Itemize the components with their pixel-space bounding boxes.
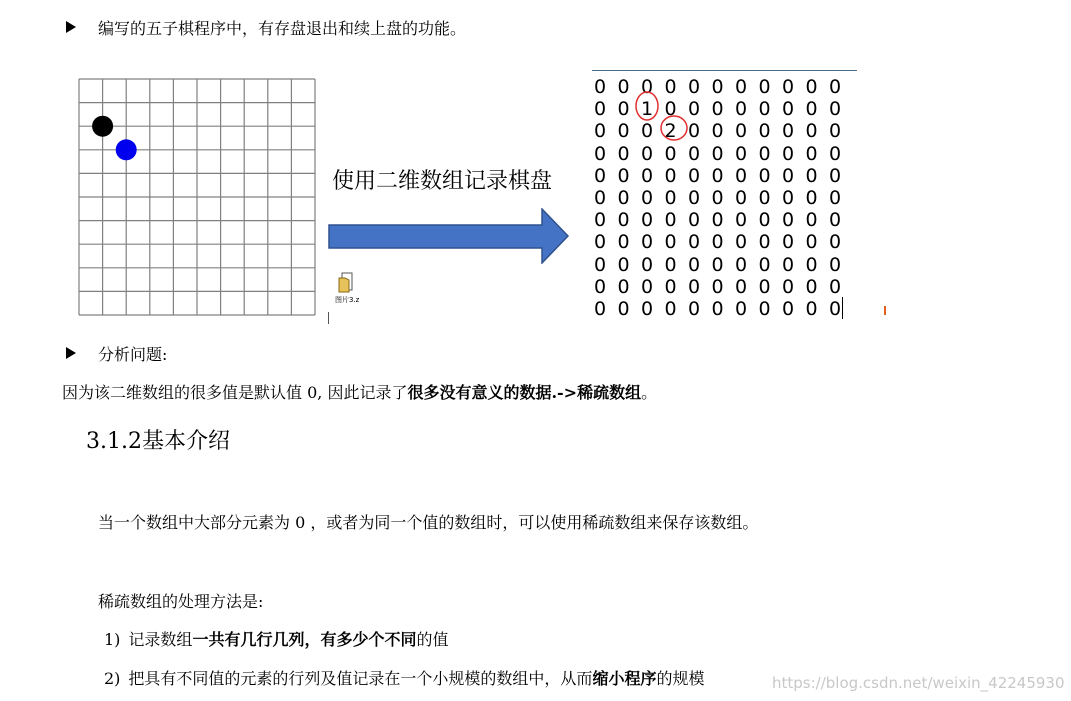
matrix-cell: 0 <box>594 120 607 143</box>
matrix-cell: 0 <box>688 76 701 98</box>
matrix-cell: 0 <box>594 209 607 232</box>
arrow-label: 使用二维数组记录棋盘 <box>332 169 553 194</box>
matrix-cell: 0 <box>711 253 724 276</box>
matrix-cell: 0 <box>758 120 771 143</box>
matrix-cell: 0 <box>664 253 677 276</box>
matrix-cell: 0 <box>711 186 724 209</box>
matrix-cell: 0 <box>735 275 748 298</box>
method-title: 稀疏数组的处理方法是: <box>98 592 264 611</box>
matrix-cell: 0 <box>782 76 795 98</box>
matrix-cell: 0 <box>688 253 701 276</box>
highlight-circles <box>622 88 742 148</box>
bullet-text-analysis: 分析问题: <box>98 345 168 364</box>
item2-bold: 缩小程序 <box>592 669 657 688</box>
matrix-cell: 0 <box>711 275 724 298</box>
matrix-cell: 0 <box>641 275 654 298</box>
analysis-text-1: 因为该二维数组的很多值是默认值 0, 因此记录了 <box>62 383 408 402</box>
matrix-cell: 0 <box>594 231 607 254</box>
right-arrow-shape <box>329 209 568 263</box>
matrix-cell: 0 <box>641 231 654 254</box>
matrix-cell: 0 <box>617 186 630 209</box>
matrix-cell: 0 <box>641 76 654 98</box>
matrix-cell: 0 <box>758 98 771 121</box>
matrix-cell: 0 <box>617 253 630 276</box>
matrix-cell: 0 <box>711 76 724 98</box>
circle-value-2 <box>661 116 687 143</box>
matrix-cell: 0 <box>735 231 748 254</box>
matrix-row <box>594 231 853 253</box>
matrix-cell: 0 <box>641 186 654 209</box>
circle-value-1 <box>636 92 658 120</box>
matrix-cell: 0 <box>617 275 630 298</box>
matrix-row <box>594 276 853 298</box>
matrix-cell: 0 <box>594 142 607 165</box>
matrix-cell: 1 <box>641 98 654 121</box>
matrix-cell: 0 <box>805 253 818 276</box>
list-number-2: 2) <box>104 669 121 688</box>
matrix-row <box>594 209 853 231</box>
matrix-cell: 0 <box>735 120 748 143</box>
matrix-cell: 0 <box>664 186 677 209</box>
text-cursor <box>842 297 843 319</box>
matrix-cell: 0 <box>641 253 654 276</box>
matrix-cell: 0 <box>641 164 654 187</box>
matrix-cell: 0 <box>617 164 630 187</box>
black-stone <box>92 116 113 137</box>
matrix-cell: 0 <box>805 98 818 121</box>
blue-stone <box>116 139 137 160</box>
matrix-cell: 0 <box>782 142 795 165</box>
matrix-cell: 0 <box>617 120 630 143</box>
matrix-cell: 0 <box>617 209 630 232</box>
matrix-cell: 0 <box>805 209 818 232</box>
matrix-cell: 0 <box>758 297 771 320</box>
matrix-cell: 0 <box>664 98 677 121</box>
matrix-cell: 0 <box>664 275 677 298</box>
item2-text-1: 把具有不同值的元素的行列及值记录在一个小规模的数组中，从而 <box>128 669 593 688</box>
matrix-cell: 0 <box>735 142 748 165</box>
matrix-cell: 0 <box>758 275 771 298</box>
item1-text-1: 记录数组 <box>128 630 193 649</box>
matrix-cell: 0 <box>594 253 607 276</box>
matrix-cell: 0 <box>805 275 818 298</box>
matrix-cell: 0 <box>641 297 654 320</box>
item1-bold: 一共有几行几列，有多少个不同 <box>192 630 417 649</box>
matrix-cell: 0 <box>782 209 795 232</box>
matrix-cell: 0 <box>664 209 677 232</box>
bullet-arrow-icon-analysis <box>66 347 76 359</box>
matrix-cell: 0 <box>711 231 724 254</box>
matrix-cell: 0 <box>805 76 818 98</box>
matrix-cell: 0 <box>594 186 607 209</box>
matrix-cell: 0 <box>711 142 724 165</box>
matrix-cell: 0 <box>829 142 842 165</box>
matrix-cell: 0 <box>829 76 842 98</box>
matrix-cell: 0 <box>829 253 842 276</box>
matrix-cell: 0 <box>617 142 630 165</box>
matrix-cell: 0 <box>711 297 724 320</box>
matrix-cell: 0 <box>805 186 818 209</box>
divider-tick <box>328 312 329 324</box>
matrix-cell: 0 <box>782 164 795 187</box>
matrix-cell: 0 <box>617 76 630 98</box>
matrix-top-border <box>592 70 857 71</box>
matrix-cell: 0 <box>782 297 795 320</box>
matrix-cell: 0 <box>829 297 842 320</box>
bullet-arrow-icon <box>66 21 76 33</box>
matrix-cell: 0 <box>829 231 842 254</box>
watermark: https://blog.csdn.net/weixin_42245930 <box>772 674 1065 692</box>
matrix-cell: 0 <box>664 297 677 320</box>
matrix-cell: 0 <box>664 164 677 187</box>
analysis-text-3: 。 <box>641 383 658 402</box>
file-icon <box>336 272 360 294</box>
matrix-cell: 0 <box>735 297 748 320</box>
matrix-cell: 0 <box>617 98 630 121</box>
matrix-cell: 0 <box>829 98 842 121</box>
matrix-cell: 0 <box>711 98 724 121</box>
matrix-cell: 0 <box>617 297 630 320</box>
matrix-cell: 0 <box>829 209 842 232</box>
matrix-cell: 0 <box>664 231 677 254</box>
matrix-cell: 0 <box>688 186 701 209</box>
matrix-cell: 0 <box>664 142 677 165</box>
matrix-row <box>594 187 853 209</box>
matrix-cell: 0 <box>829 275 842 298</box>
analysis-text-2: .-> <box>551 383 578 402</box>
matrix-cell: 0 <box>711 164 724 187</box>
file-icon-caption: 图片3.z <box>335 296 360 304</box>
matrix-cell: 0 <box>711 120 724 143</box>
matrix-cell: 0 <box>735 76 748 98</box>
matrix-cell: 0 <box>805 231 818 254</box>
matrix-cell: 0 <box>594 275 607 298</box>
gomoku-board <box>78 78 316 316</box>
matrix-cell: 0 <box>805 120 818 143</box>
matrix-cell: 0 <box>641 120 654 143</box>
matrix-cell: 0 <box>641 209 654 232</box>
analysis-bold-2: 稀疏数组 <box>577 383 642 402</box>
matrix-cell: 0 <box>805 142 818 165</box>
intro-paragraph: 当一个数组中大部分元素为 0 ，或者为同一个值的数组时，可以使用稀疏数组来保存该数组。 <box>98 513 759 532</box>
section-heading: 3.1.2基本介绍 <box>86 429 230 454</box>
matrix-cell: 0 <box>594 76 607 98</box>
matrix-cell: 0 <box>782 98 795 121</box>
matrix-cell: 0 <box>758 209 771 232</box>
matrix-cell: 0 <box>829 164 842 187</box>
matrix-cell: 0 <box>688 98 701 121</box>
bullet-text-top: 编写的五子棋程序中，有存盘退出和续上盘的功能。 <box>98 19 467 38</box>
list-item-2 <box>104 666 704 689</box>
matrix-cell: 0 <box>688 297 701 320</box>
matrix-cell: 0 <box>735 186 748 209</box>
matrix-cell: 0 <box>735 253 748 276</box>
analysis-line <box>62 380 657 403</box>
matrix-cell: 0 <box>688 164 701 187</box>
matrix-cell: 0 <box>594 164 607 187</box>
matrix-cell: 0 <box>758 253 771 276</box>
matrix-cell: 0 <box>735 164 748 187</box>
matrix-cell: 0 <box>758 164 771 187</box>
matrix-cell: 0 <box>782 275 795 298</box>
matrix-cell: 0 <box>688 231 701 254</box>
matrix-row <box>594 254 853 276</box>
matrix-cell: 0 <box>758 186 771 209</box>
matrix-cell: 0 <box>688 209 701 232</box>
matrix-cell: 0 <box>594 297 607 320</box>
matrix-cell: 0 <box>664 76 677 98</box>
list-number-1: 1) <box>104 630 121 649</box>
matrix-cell: 0 <box>829 120 842 143</box>
matrix-cell: 2 <box>664 120 677 143</box>
matrix-row <box>594 165 853 187</box>
matrix-cell: 0 <box>782 120 795 143</box>
matrix-cell: 0 <box>782 253 795 276</box>
matrix-cell: 0 <box>758 76 771 98</box>
matrix-cell: 0 <box>688 120 701 143</box>
matrix-cell: 0 <box>711 209 724 232</box>
red-mark <box>884 306 886 315</box>
matrix-row <box>594 298 853 320</box>
matrix-cell: 0 <box>735 98 748 121</box>
matrix-cell: 0 <box>688 142 701 165</box>
matrix-cell: 0 <box>829 186 842 209</box>
matrix-cell: 0 <box>735 209 748 232</box>
matrix-cell: 0 <box>758 142 771 165</box>
list-item-1 <box>104 627 448 650</box>
matrix-cell: 0 <box>641 142 654 165</box>
matrix-cell: 0 <box>758 231 771 254</box>
matrix-cell: 0 <box>782 186 795 209</box>
matrix-cell: 0 <box>617 231 630 254</box>
matrix-cell: 0 <box>782 231 795 254</box>
matrix-cell: 0 <box>805 164 818 187</box>
matrix-cell: 0 <box>594 98 607 121</box>
matrix-cell: 0 <box>688 275 701 298</box>
item2-text-2: 的规模 <box>656 669 705 688</box>
right-arrow-icon <box>328 208 570 264</box>
analysis-bold-1: 很多没有意义的数据 <box>407 383 552 402</box>
item1-text-2: 的值 <box>416 630 449 649</box>
matrix-cell: 0 <box>805 297 818 320</box>
